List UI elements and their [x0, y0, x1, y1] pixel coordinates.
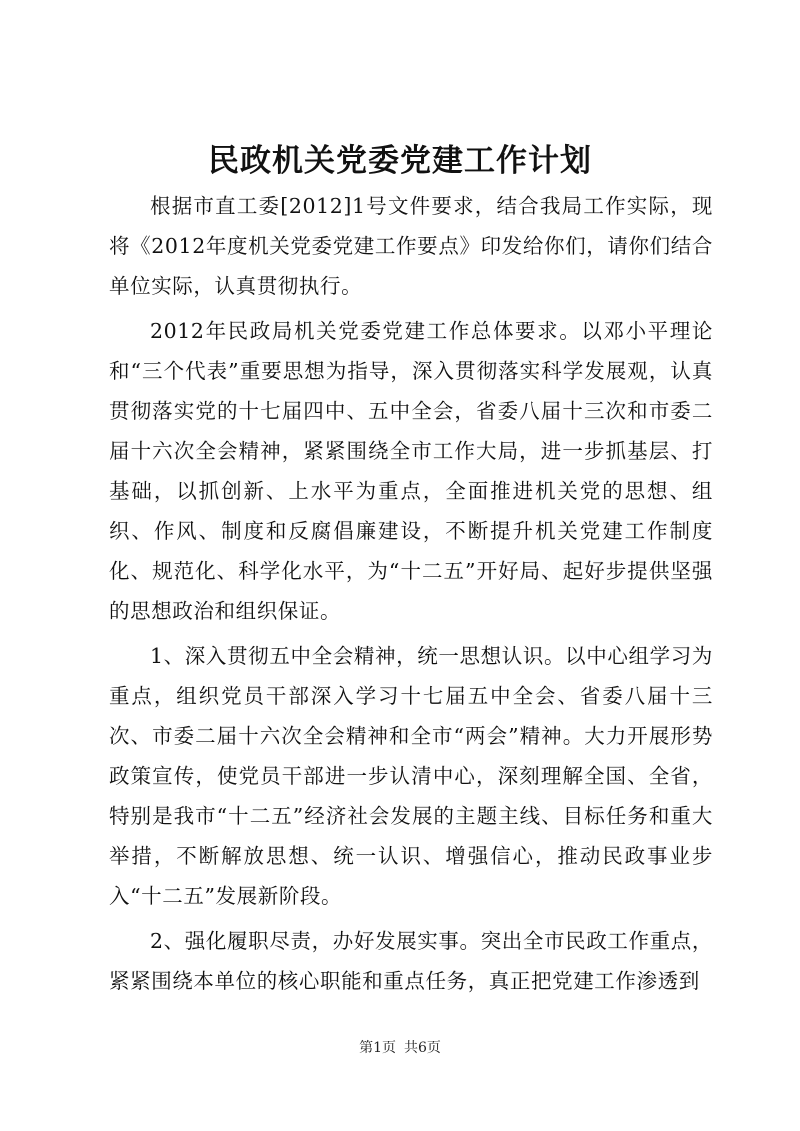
- paragraph-general-requirements: 2012年民政局机关党委党建工作总体要求。以邓小平理论和“三个代表”重要思想为指导，深入贯彻落实科学发展观，认真贯彻落实党的十七届四中、五中全会，省委八届十三次和市委二届十六次全会精神，紧紧围绕全市工作大局，进一步抓基层、打基础，以抓创新、上水平为重点，全面推进机关党的思想、组织、作风、制度和反腐倡廉建设，不断提升机关党建工作制度化、规范化、科学化水平，为“十二五”开好局、起好步提供坚强的思想政治和组织保证。: [109, 319, 713, 623]
- page-total: 共6页: [404, 1040, 441, 1056]
- document-title: 民政机关党委党建工作计划: [208, 143, 592, 179]
- paragraph-intro: 根据市直工委[2012]1号文件要求，结合我局工作实际，现将《2012年度机关党委党建工作要点》印发给你们，请你们结合单位实际，认真贯彻执行。: [109, 194, 713, 298]
- page-footer: [0, 1038, 800, 1058]
- document-body: [109, 186, 713, 1001]
- page-number: 第1页: [359, 1040, 396, 1056]
- paragraph-item-2: 2、强化履职尽责，办好发展实事。突出全市民政工作重点，紧紧围绕本单位的核心职能和重点任务，真正把党建工作渗透到: [109, 929, 713, 993]
- paragraph-item-1: 1、深入贯彻五中全会精神，统一思想认识。以中心组学习为重点，组织党员干部深入学习十七届五中全会、省委八届十三次、市委二届十六次全会精神和全市“两会”精神。大力开展形势政策宣传，使党员干部进一步认清中心，深刻理解全国、全省，特别是我市“十二五”经济社会发展的主题主线、目标任务和重大举措，不断解放思想、统一认识、增强信心，推动民政事业步入“十二五”发展新阶段。: [109, 644, 713, 908]
